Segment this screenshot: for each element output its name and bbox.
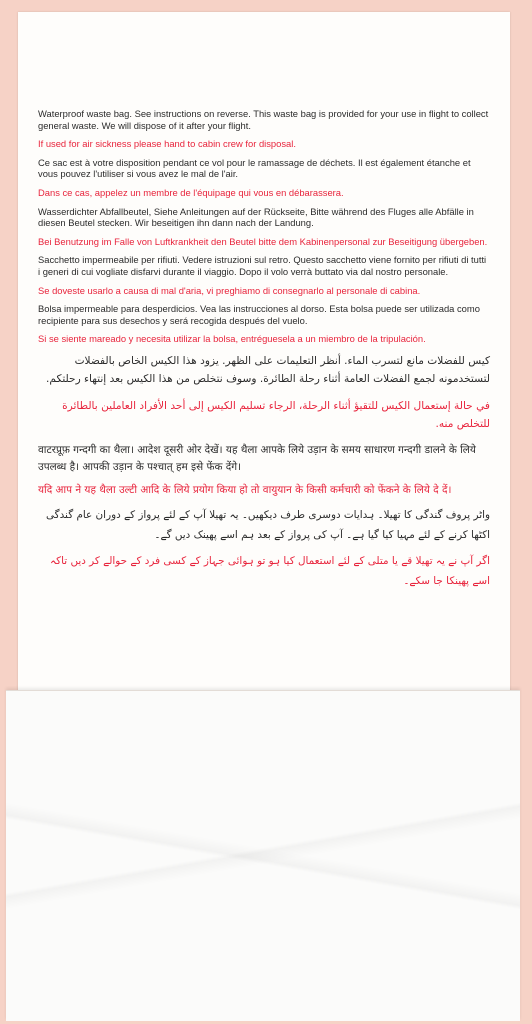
german-airsick-text: Bei Benutzung im Falle von Luftkrankheit den Beutel bitte dem Kabinenpersonal zur Beseitigung übergeben.: [38, 235, 488, 247]
italian-text: Sacchetto impermeabile per rifiuti. Vedere istruzioni sul retro. Questo sacchetto viene fornito per rifiuti di tutti i generi di cui vogliate disfarvi durante il viaggio. Dopo il volo verrà buttato via dal nostro personale.: [38, 254, 487, 277]
bag-bottom-flap: [6, 690, 520, 1021]
flap-fold-shading: [6, 691, 520, 1021]
urdu-text: واٹر پروف گندگی کا تھیلا۔ ہدایات دوسری طرف دیکھیں۔ یہ تھیلا آپ کے لئے پرواز کے دوران عام گندگی اکٹھا کرنے کے لئے مہیا کیا گیا ہے۔ آپ کی پرواز کے بعد ہم اسے پھینک دیں گے۔: [46, 508, 490, 541]
german-text: Wasserdichter Abfallbeutel, Siehe Anleitungen auf der Rückseite, Bitte während des Fluges alle Abfälle in diesen Beutel stecken. Wir beseitigen ihn dann nach der Landung.: [38, 205, 474, 229]
printed-instructions: [38, 108, 490, 597]
french-airsick-text: Dans ce cas, appelez un membre de l'équipage qui vous en débarassera.: [38, 186, 344, 198]
spanish-airsick-text: Si se siente mareado y necesita utilizar la bolsa, entréguesela a un miembro de la tripulación.: [38, 333, 426, 345]
spanish-text: Bolsa impermeable para desperdicios. Vea las instrucciones al dorso. Esta bolsa puede ser utilizada como recipiente para sus desechos y será recogida después del vuelo.: [38, 303, 480, 326]
arabic-airsick-text: في حالة إستعمال الكيس للتقيؤ أثناء الرحلة، الرجاء تسليم الكيس إلى أحد الأفراد العاملين بالطائرة للتخلص منه.: [62, 399, 490, 430]
english-airsick-text: If used for air sickness please hand to cabin crew for disposal.: [38, 138, 296, 150]
urdu-airsick-text: اگر آپ نے یہ تھیلا قے یا متلی کے لئے استعمال کیا ہو تو ہوائی جہاز کے کسی فرد کے حوالے کر دیں تاکہ اسے پھینکا جا سکے۔: [50, 554, 490, 587]
english-text: Waterproof waste bag. See instructions on reverse. This waste bag is provided for your use in flight to collect general waste. We will dispose of it after your flight.: [38, 108, 489, 131]
serrated-top-edge: [18, 6, 510, 14]
italian-airsick-text: Se doveste usarlo a causa di mal d'aria, vi preghiamo di consegnarlo al personale di cabina.: [38, 284, 421, 296]
hindi-airsick-text: यदि आप ने यह थैला उल्टी आदि के लिये प्रयोग किया हो तो वायुयान के किसी कर्मचारी को फेंकने के लिये दे दें।: [38, 483, 452, 496]
french-text: Ce sac est à votre disposition pendant ce vol pour le ramassage de déchets. Il est également étanche et vous pouvez l'utiliser si vous avez le mal de l'air.: [38, 156, 471, 180]
arabic-text: كيس للفضلات مانع لتسرب الماء. أنظر التعليمات على الظهر. يزود هذا الكيس الخاص بالفضلات لتستخدمونه لجمع الفضلات العامة أثناء رحلة الطائرة. وسوف نتخلص من هذا الكيس بعد إنتهاء رحلتكم.: [46, 354, 490, 385]
hindi-text: वाटरप्रूफ़ गन्दगी का थैला। आदेश दूसरी ओर देखें। यह थैला आपके लिये उड़ान के समय साधारण गन्दगी डालने के लिये उपलब्ध है। आपकी उड़ान के पश्चात् हम इसे फेंक देंगे।: [38, 443, 476, 473]
